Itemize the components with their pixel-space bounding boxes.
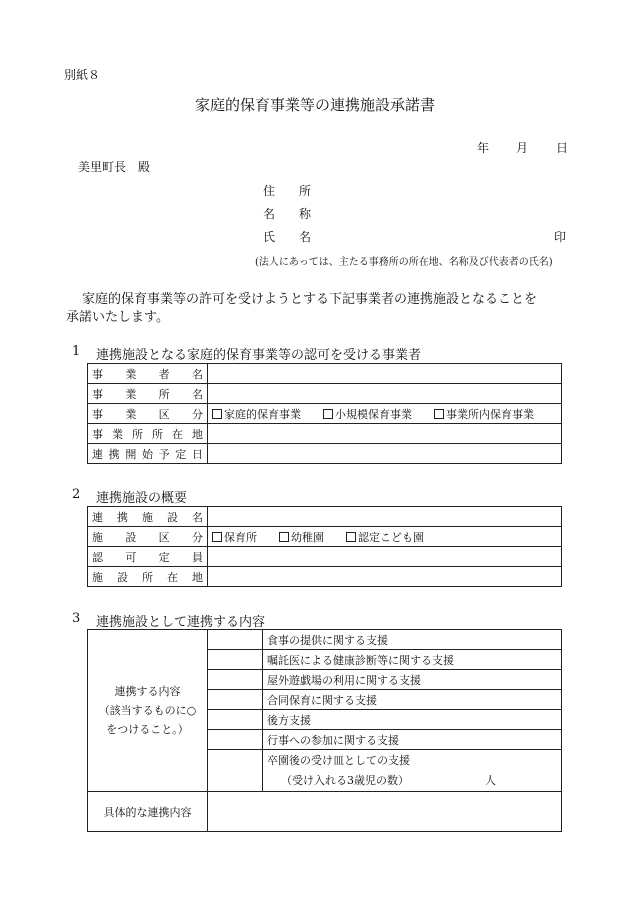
section1-number: 1 (72, 344, 81, 359)
section2-row (88, 527, 562, 547)
section3-heading: 連携施設として連携する内容 (96, 615, 266, 630)
mark-cell[interactable] (208, 650, 263, 670)
checkbox-icon[interactable] (346, 532, 356, 542)
label-char: 分 (191, 530, 203, 544)
address-label: 住 所 (263, 184, 312, 198)
section2-row-value[interactable] (208, 507, 562, 527)
checkbox-label: 事業所内保育事業 (446, 407, 534, 421)
label-char: 施 (142, 510, 153, 524)
section2-row-label (88, 507, 208, 527)
section2-row-label-chars (92, 529, 203, 545)
label-char: 者 (158, 367, 170, 381)
label-char: 所 (142, 570, 153, 584)
label-char: 可 (125, 550, 137, 564)
label-char: 施 (92, 570, 103, 584)
section2-row-value[interactable] (208, 527, 562, 547)
item-cell: 食事の提供に関する支援 (263, 630, 562, 650)
item-cell: 屋外遊戯場の利用に関する支援 (263, 670, 562, 690)
checkbox-label: 認定こども園 (358, 530, 424, 544)
addressee: 美里町長 殿 (78, 160, 151, 174)
section1-row (88, 384, 562, 404)
section1-row (88, 424, 562, 444)
label-char: 地 (192, 427, 203, 441)
label-char: 名 (191, 387, 203, 401)
mark-cell[interactable] (208, 710, 263, 730)
label-char: 業 (125, 367, 137, 381)
last-item-line2-row (267, 771, 557, 791)
label-char: 地 (192, 570, 203, 584)
label-char: 認 (92, 550, 103, 564)
section2-row (88, 547, 562, 567)
section2-row-label-chars (92, 549, 203, 565)
mark-cell[interactable] (208, 690, 263, 710)
label-char: 施 (92, 530, 103, 544)
label-char: 名 (191, 367, 203, 381)
label-char: 所 (152, 427, 163, 441)
section1-row-value[interactable] (208, 404, 562, 424)
section1-row-value[interactable] (208, 364, 562, 384)
label-char: 分 (191, 407, 203, 421)
label-char: 設 (117, 570, 128, 584)
checkbox-option[interactable] (434, 406, 534, 422)
last-item-line1: 卒園後の受け皿としての支援 (267, 753, 410, 767)
section2-row (88, 507, 562, 527)
label-char: 業 (125, 387, 137, 401)
mark-cell[interactable] (208, 750, 263, 792)
label-char: 携 (117, 510, 128, 524)
section3-number: 3 (72, 611, 81, 626)
label-char: 事 (92, 407, 103, 421)
mark-cell[interactable] (208, 670, 263, 690)
section1-row-value[interactable] (208, 384, 562, 404)
section2-number: 2 (72, 487, 81, 502)
label-char: 連 (92, 447, 103, 461)
mark-cell[interactable] (208, 630, 263, 650)
section1-row-value[interactable] (208, 444, 562, 464)
label-char: 業 (125, 407, 137, 421)
section3-table (87, 629, 562, 832)
date-day-label: 日 (556, 141, 569, 155)
label-char: 所 (132, 427, 143, 441)
section1-row (88, 444, 562, 464)
label-char: 在 (167, 570, 178, 584)
checkbox-option[interactable] (279, 529, 324, 545)
label-char: 在 (172, 427, 183, 441)
label-char: 業 (112, 427, 123, 441)
date-month-label: 月 (516, 141, 529, 155)
applicant-note: (法人にあっては、主たる事務所の所在地、名称及び代表者の氏名) (255, 257, 553, 268)
checkbox-icon[interactable] (212, 409, 222, 419)
section1-row (88, 364, 562, 384)
section2-row-label-chars (92, 509, 203, 525)
section3-concrete-row (88, 792, 562, 832)
checkbox-label: 家庭的保育事業 (224, 407, 301, 421)
checkbox-label: 小規模保育事業 (335, 407, 412, 421)
section2-row-label-chars (92, 569, 203, 585)
checkbox-option[interactable] (346, 529, 424, 545)
mark-cell[interactable] (208, 730, 263, 750)
section1-table (87, 363, 562, 464)
label-char: 事 (92, 427, 103, 441)
checkbox-label: 保育所 (224, 530, 257, 544)
section2-row (88, 567, 562, 587)
section1-row-label-chars (92, 366, 203, 382)
checkbox-icon[interactable] (323, 409, 333, 419)
document-title: 家庭的保育事業等の連携施設承諾書 (194, 96, 435, 114)
section2-row-label (88, 547, 208, 567)
section1-row-label-chars (92, 386, 203, 402)
section2-row-value[interactable] (208, 567, 562, 587)
section3-row-0 (88, 630, 562, 650)
label-char: 始 (141, 447, 153, 461)
last-item-line2: （受け入れる3歳児の数） (281, 773, 409, 787)
seal-mark: 印 (554, 230, 567, 244)
label-char: 携 (108, 447, 120, 461)
label-char: 区 (158, 530, 170, 544)
section1-row-label-chars (92, 446, 203, 462)
label-char: 設 (125, 530, 137, 544)
label-char: 開 (125, 447, 137, 461)
person-label: 氏 名 (263, 230, 312, 244)
body-paragraph-line2: 承諾いたします。 (66, 310, 169, 325)
checkbox-icon[interactable] (434, 409, 444, 419)
checkbox-option[interactable] (323, 406, 412, 422)
section2-row-value[interactable] (208, 547, 562, 567)
section2-row-label (88, 567, 208, 587)
label-char: 定 (158, 550, 170, 564)
last-item-unit: 人 (485, 773, 496, 787)
label-char: 事 (92, 387, 103, 401)
label-char: 定 (175, 447, 187, 461)
body-paragraph-line1: 家庭的保育事業等の許可を受けようとする下記事業者の連携施設となることを (82, 292, 538, 307)
section1-row-value[interactable] (208, 424, 562, 444)
concrete-label: 具体的な連携内容 (88, 792, 208, 832)
label-char: 設 (167, 510, 178, 524)
label-char: 連 (92, 510, 103, 524)
name-label: 名 称 (263, 207, 312, 221)
section3-left-label-line3: をつけること。） (106, 723, 189, 736)
item-cell: 嘱託医による健康診断等に関する支援 (263, 650, 562, 670)
section1-heading: 連携施設となる家庭的保育事業等の認可を受ける事業者 (96, 348, 422, 363)
label-char: 所 (158, 387, 170, 401)
section1-row-label (88, 444, 208, 464)
section1-row-label (88, 424, 208, 444)
section1-row-label (88, 384, 208, 404)
label-char: 区 (158, 407, 170, 421)
checkbox-icon[interactable] (279, 532, 289, 542)
label-char: 名 (192, 510, 203, 524)
label-char: 日 (191, 447, 203, 461)
section2-row-label (88, 527, 208, 547)
concrete-value[interactable] (208, 792, 562, 832)
checkbox-option[interactable] (212, 529, 257, 545)
item-cell: 行事への参加に関する支援 (263, 730, 562, 750)
section1-row-label-chars (92, 406, 203, 422)
attachment-number: 別紙８ (64, 68, 101, 82)
section3-left-label (88, 630, 208, 792)
item-cell-last (263, 750, 562, 792)
section2-heading: 連携施設の概要 (96, 491, 188, 506)
section1-row-label (88, 364, 208, 384)
section1-row (88, 404, 562, 424)
checkbox-icon[interactable] (212, 532, 222, 542)
checkbox-label: 幼稚園 (291, 530, 324, 544)
label-char: 事 (92, 367, 103, 381)
label-char: 予 (158, 447, 170, 461)
section3-left-label-line1: 連携する内容 (114, 685, 181, 698)
section2-table (87, 506, 562, 587)
section1-row-label (88, 404, 208, 424)
section3-left-label-line2: （該当するものに○ (98, 704, 197, 717)
item-cell: 後方支援 (263, 710, 562, 730)
date-year-label: 年 (477, 141, 490, 155)
section1-row-label-chars (92, 426, 203, 442)
checkbox-option[interactable] (212, 406, 301, 422)
label-char: 員 (191, 550, 203, 564)
item-cell: 合同保育に関する支援 (263, 690, 562, 710)
